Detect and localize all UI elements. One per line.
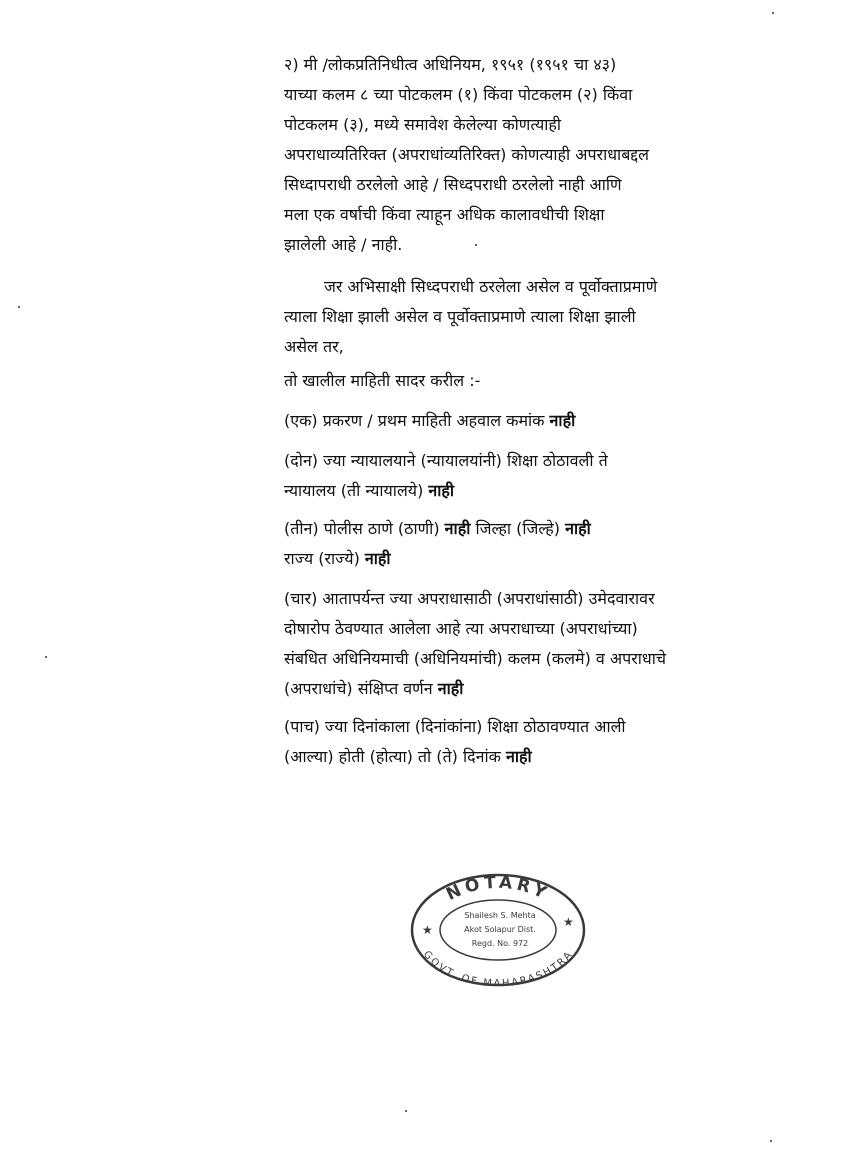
seal-name: Shailesh S. Mehta (464, 911, 536, 920)
item-5-answer: नाही (506, 747, 532, 766)
item-1 (284, 406, 784, 436)
item-2-answer: नाही (428, 481, 455, 500)
scan-speck (475, 244, 477, 246)
item-5 (284, 712, 784, 772)
conviction-condition-paragraph (284, 272, 784, 362)
text-line: जर अभिसाक्षी सिध्दपराधी ठरलेला असेल व पूर्वोक्ताप्रमाणे (324, 277, 658, 296)
item-1-answer: नाही (549, 411, 576, 430)
scan-speck (405, 1110, 407, 1112)
scan-speck (770, 1140, 772, 1142)
scan-speck (45, 656, 47, 658)
item-3-state-answer: नाही (364, 549, 391, 568)
text-line: असेल तर, (284, 337, 344, 356)
declaration-paragraph-2 (284, 50, 784, 260)
intro-line: तो खालील माहिती सादर करील :- (284, 371, 481, 390)
item-4-line-2: दोषारोप ठेवण्यात आलेला आहे त्या अपराधाच्या (अपराधांच्या) (284, 619, 638, 638)
text-line: सिध्दापराधी ठरलेलो आहे / सिध्दपराधी ठरलेलो नाही आणि (284, 175, 622, 194)
item-5-line-2: (आल्या) होती (होत्या) तो (ते) दिनांक (284, 747, 501, 766)
text-line: झालेली आहे / नाही. (284, 235, 403, 254)
text-line: याच्या कलम ८ च्या पोटकलम (१) किंवा पोटकलम (२) किंवा (284, 85, 633, 104)
item-5-line-1: (पाच) ज्या दिनांकाला (दिनांकांना) शिक्षा ठोठावण्यात आली (284, 717, 626, 736)
item-4-answer: नाही (437, 679, 464, 698)
item-3-police-station: (तीन) पोलीस ठाणे (ठाणी) (284, 519, 440, 538)
scan-speck (18, 306, 20, 308)
item-4-line-3: संबधित अधिनियमाची (अधिनियमांची) कलम (कलमे) व अपराधाचे (284, 649, 667, 668)
text-line: पोटकलम (३), मध्ये समावेश केलेल्या कोणत्याही (284, 115, 562, 134)
seal-bottom-text: GOVT. OF MAHARASHTRA (420, 949, 576, 990)
seal-top-text: NOTARY (443, 872, 553, 905)
text-line: २) मी /लोकप्रतिनिधीत्व अधिनियम, १९५१ (१९५१ चा ४३) (284, 55, 617, 74)
item-4 (284, 584, 784, 704)
text-line: अपराधाव्यतिरिक्त (अपराधांव्यतिरिक्त) कोणत्याही अपराधाबद्दल (284, 145, 649, 164)
seal-star-icon: ★ (422, 923, 433, 937)
item-2-line-1: (दोन) ज्या न्यायालयाने (न्यायालयांनी) शिक्षा ठोठावली ते (284, 451, 608, 470)
text-line: मला एक वर्षाची किंवा त्याहून अधिक कालावधीची शिक्षा (284, 205, 605, 224)
notary-seal-stamp (408, 872, 588, 990)
seal-star-icon: ★ (563, 915, 574, 929)
item-2 (284, 446, 784, 506)
seal-registration: Regd. No. 972 (471, 939, 529, 948)
item-3 (284, 514, 784, 574)
item-3-district-answer: नाही (565, 519, 591, 538)
item-3-state: राज्य (राज्ये) (284, 549, 360, 568)
item-2-line-2: न्यायालय (ती न्यायालये) (284, 481, 424, 500)
item-4-line-4: (अपराधांचे) संक्षिप्त वर्णन (284, 679, 433, 698)
item-3-police-answer: नाही (444, 519, 471, 538)
scan-speck (772, 12, 774, 14)
item-1-text: (एक) प्रकरण / प्रथम माहिती अहवाल कमांक (284, 411, 545, 430)
text-line: त्याला शिक्षा झाली असेल व पूर्वोक्ताप्रमाणे त्याला शिक्षा झाली (284, 307, 636, 326)
item-4-line-1: (चार) आतापर्यन्त ज्या अपराधासाठी (अपराधांसाठी) उमेदवारावर (284, 589, 655, 608)
seal-place: Akot Solapur Dist. (464, 925, 536, 934)
item-3-district: जिल्हा (जिल्हे) (475, 519, 560, 538)
